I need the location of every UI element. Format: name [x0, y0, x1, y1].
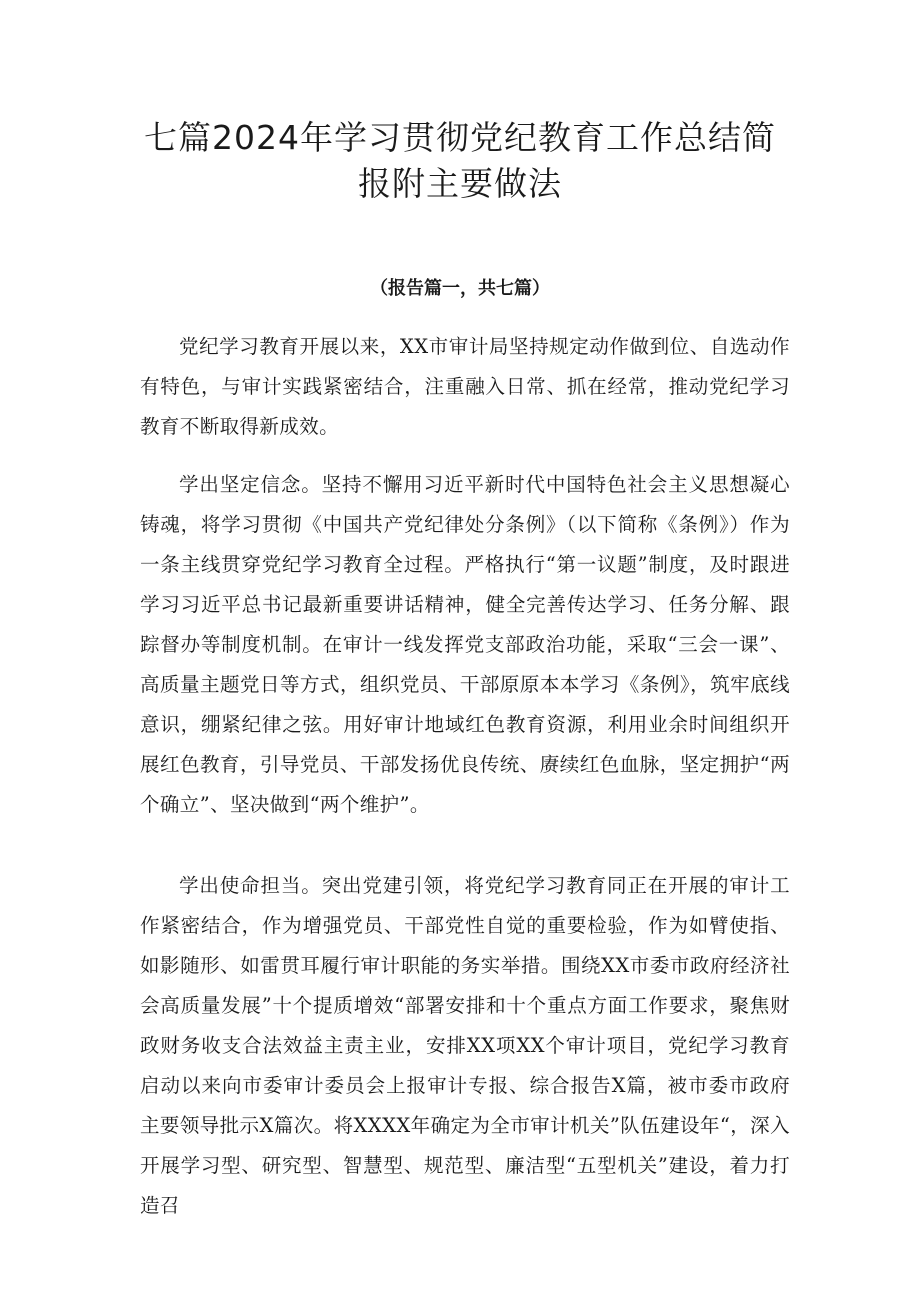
- body-paragraph: 学出使命担当。突出党建引领，将党纪学习教育同正在开展的审计工作紧密结合，作为增强党员、干部党性自觉的重要检验，作为如臂使指、如影随形、如雷贯耳履行审计职能的务实举措。围绕XX市委市政府经济社会高质量发展”十个提质增效“部署安排和十个重点方面工作要求，聚焦财政财务收支合法效益主责主业，安排XX项XX个审计项目，党纪学习教育启动以来向市委审计委员会上报审计专报、综合报告X篇，被市委市政府主要领导批示X篇次。将XXXX年确定为全市审计机关”队伍建设年“，深入开展学习型、研究型、智慧型、规范型、廉洁型“五型机关”建设，着力打造召: [140, 874, 790, 1217]
- document-title-line-2: 报附主要做法: [358, 164, 562, 203]
- body-paragraph-2-block: [140, 465, 790, 825]
- body-paragraph: 党纪学习教育开展以来，XX市审计局坚持规定动作做到位、自选动作有特色，与审计实践紧密结合，注重融入日常、抓在经常，推动党纪学习教育不断取得新成效。: [140, 335, 790, 438]
- document-title-line-1: 七篇2024年学习贯彻党纪教育工作总结简: [144, 118, 776, 157]
- body-paragraph-3-block: [140, 866, 790, 1226]
- body-paragraph-1-block: [140, 327, 790, 447]
- body-paragraph: 学出坚定信念。坚持不懈用习近平新时代中国特色社会主义思想凝心铸魂，将学习贯彻《中国共产党纪律处分条例》（以下简称《条例》）作为一条主线贯穿党纪学习教育全过程。严格执行“第一议题”制度，及时跟进学习习近平总书记最新重要讲话精神，健全完善传达学习、任务分解、跟踪督办等制度机制。在审计一线发挥党支部政治功能，采取“三会一课”、高质量主题党日等方式，组织党员、干部原原本本学习《条例》，筑牢底线意识，绷紧纪律之弦。用好审计地域红色教育资源，利用业余时间组织开展红色教育，引导党员、干部发扬优良传统、赓续红色血脉，坚定拥护“两个确立”、坚决做到“两个维护”。: [140, 473, 790, 816]
- report-subtitle: （报告篇一，共七篇）: [370, 278, 550, 299]
